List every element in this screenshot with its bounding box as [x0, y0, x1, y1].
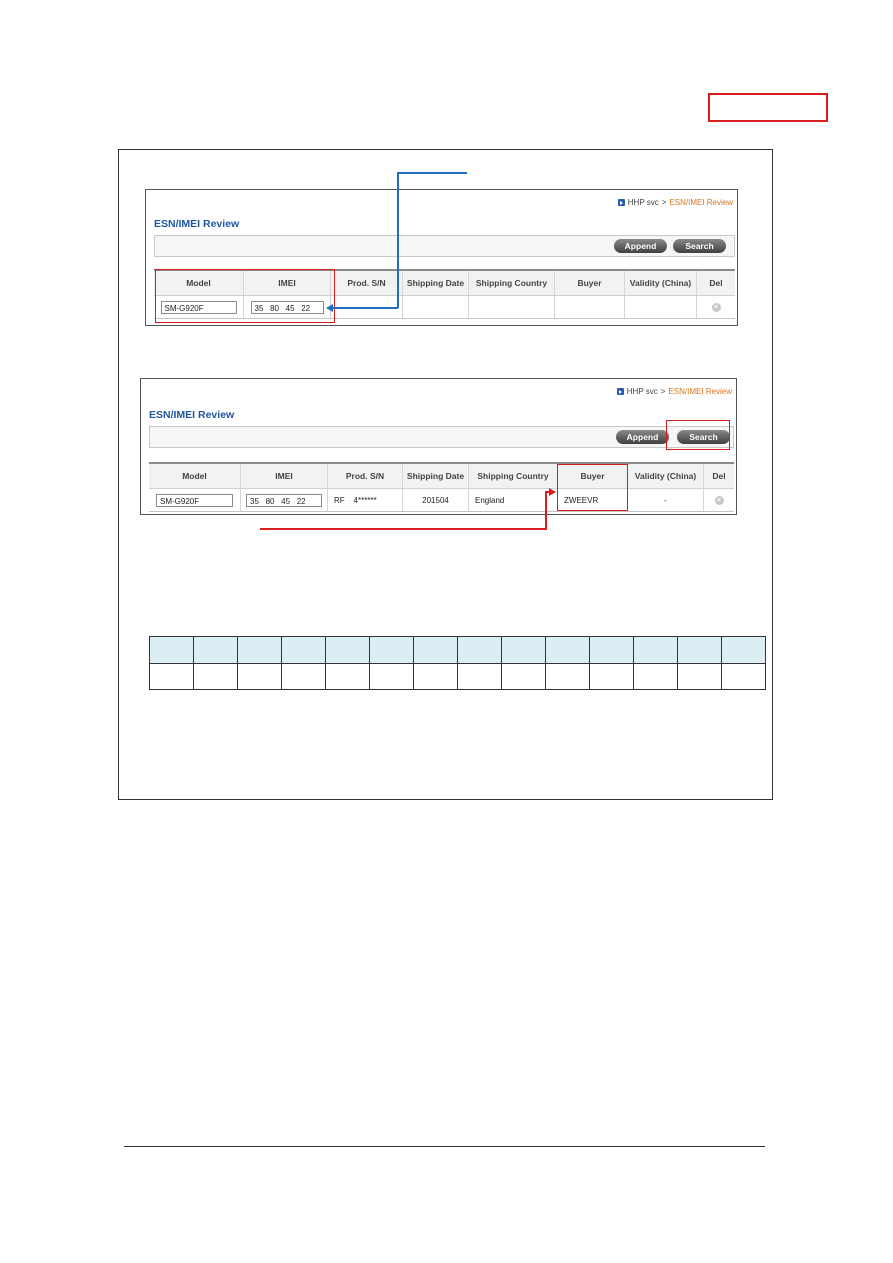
- results-grid: [149, 462, 734, 512]
- table-cell: [458, 637, 502, 664]
- table-cell: [546, 637, 590, 664]
- circle-x-icon[interactable]: ×: [715, 496, 724, 505]
- table-cell: [282, 664, 326, 690]
- breadcrumb-separator: >: [661, 198, 667, 207]
- table-cell: [502, 664, 546, 690]
- table-cell: [722, 664, 766, 690]
- page-title: ESN/IMEI Review: [149, 409, 235, 421]
- header-shipping-country: Shipping Country: [469, 464, 558, 488]
- table-cell: [326, 664, 370, 690]
- validity-value: -: [628, 489, 704, 511]
- table-cell: [502, 637, 546, 664]
- header-shipping-country: Shipping Country: [469, 271, 555, 295]
- table-cell: [546, 664, 590, 690]
- header-prod-sn: Prod. S/N: [328, 464, 403, 488]
- breadcrumb-root[interactable]: HHP svc: [627, 198, 659, 207]
- header-shipping-date: Shipping Date: [403, 464, 469, 488]
- model-input[interactable]: SM-G920F: [161, 301, 237, 314]
- table-cell: [722, 637, 766, 664]
- shipping-country-value: England: [469, 489, 558, 511]
- table-cell: [194, 637, 238, 664]
- breadcrumb: [618, 198, 733, 207]
- table-cell: [150, 664, 194, 690]
- header-buyer: Buyer: [558, 464, 628, 488]
- buyer-value: ZWEEVR: [558, 489, 628, 511]
- header-del: Del: [709, 278, 723, 288]
- empty-table-data-row: [150, 664, 766, 690]
- breadcrumb-root[interactable]: HHP svc: [626, 387, 658, 396]
- breadcrumb-separator: >: [660, 387, 666, 396]
- del-cell: [697, 296, 735, 318]
- connector-line: [333, 307, 398, 309]
- esn-imei-review-panel-result: [140, 378, 737, 515]
- model-cell: [149, 489, 241, 511]
- table-cell: [150, 637, 194, 664]
- circle-x-icon[interactable]: ×: [712, 303, 721, 312]
- imei-input[interactable]: 35 80 45 22: [251, 301, 324, 314]
- arrow-square-icon: [618, 199, 625, 206]
- table-cell: [634, 637, 678, 664]
- table-cell: [238, 637, 282, 664]
- arrow-square-icon: [617, 388, 624, 395]
- table-cell: [634, 664, 678, 690]
- buyer-cell: [555, 296, 625, 318]
- empty-table: [149, 636, 766, 690]
- empty-table-header-row: [150, 637, 766, 664]
- search-button[interactable]: Search: [673, 239, 726, 253]
- table-cell: [326, 637, 370, 664]
- toolbar: [149, 426, 734, 448]
- shipping-date-value: 201504: [403, 489, 469, 511]
- header-del: Del: [712, 471, 726, 481]
- header-model: Model: [149, 464, 241, 488]
- connector-line: [260, 528, 547, 530]
- imei-cell: [241, 489, 328, 511]
- table-cell: [414, 637, 458, 664]
- buyer-highlight-box: [557, 464, 628, 511]
- search-button-highlight-box: [666, 420, 730, 450]
- header-imei: IMEI: [241, 464, 328, 488]
- validity-cell: [625, 296, 697, 318]
- header-validity: Validity (China): [628, 464, 704, 488]
- table-cell: [194, 664, 238, 690]
- table-cell: [590, 637, 634, 664]
- footer-divider: [124, 1146, 765, 1147]
- table-cell: [370, 664, 414, 690]
- table-cell: [370, 637, 414, 664]
- shipping-country-cell: [469, 296, 555, 318]
- header-validity: Validity (China): [625, 271, 697, 295]
- breadcrumb-current[interactable]: ESN/IMEI Review: [669, 198, 733, 207]
- page-title: ESN/IMEI Review: [154, 218, 240, 230]
- top-right-highlight-box: [708, 93, 828, 122]
- table-cell: [458, 664, 502, 690]
- model-imei-highlight-box: [155, 269, 335, 323]
- table-cell: [590, 664, 634, 690]
- table-cell: [678, 664, 722, 690]
- shipping-date-cell: [403, 296, 469, 318]
- imei-input[interactable]: 35 80 45 22: [246, 494, 322, 507]
- connector-line: [545, 491, 547, 529]
- prod-sn-value: RF 4******: [328, 489, 403, 511]
- header-prod-sn: Prod. S/N: [331, 271, 403, 295]
- table-cell: [678, 637, 722, 664]
- table-row: [149, 489, 734, 511]
- header-shipping-date: Shipping Date: [403, 271, 469, 295]
- append-button[interactable]: Append: [614, 239, 667, 253]
- breadcrumb-current[interactable]: ESN/IMEI Review: [668, 387, 732, 396]
- connector-line: [397, 172, 399, 308]
- table-cell: [238, 664, 282, 690]
- search-button[interactable]: Search: [677, 430, 730, 444]
- header-buyer: Buyer: [555, 271, 625, 295]
- del-cell: [704, 489, 734, 511]
- connector-line: [397, 172, 467, 174]
- table-cell: [282, 637, 326, 664]
- header-imei: IMEI: [244, 271, 331, 295]
- append-button[interactable]: Append: [616, 430, 669, 444]
- arrow-right-icon: [549, 488, 556, 496]
- toolbar: [154, 235, 735, 257]
- table-cell: [414, 664, 458, 690]
- grid-header-row: [149, 464, 734, 489]
- arrow-left-icon: [326, 304, 333, 312]
- model-input[interactable]: SM-G920F: [156, 494, 233, 507]
- header-model: Model: [154, 271, 244, 295]
- breadcrumb: [617, 387, 732, 396]
